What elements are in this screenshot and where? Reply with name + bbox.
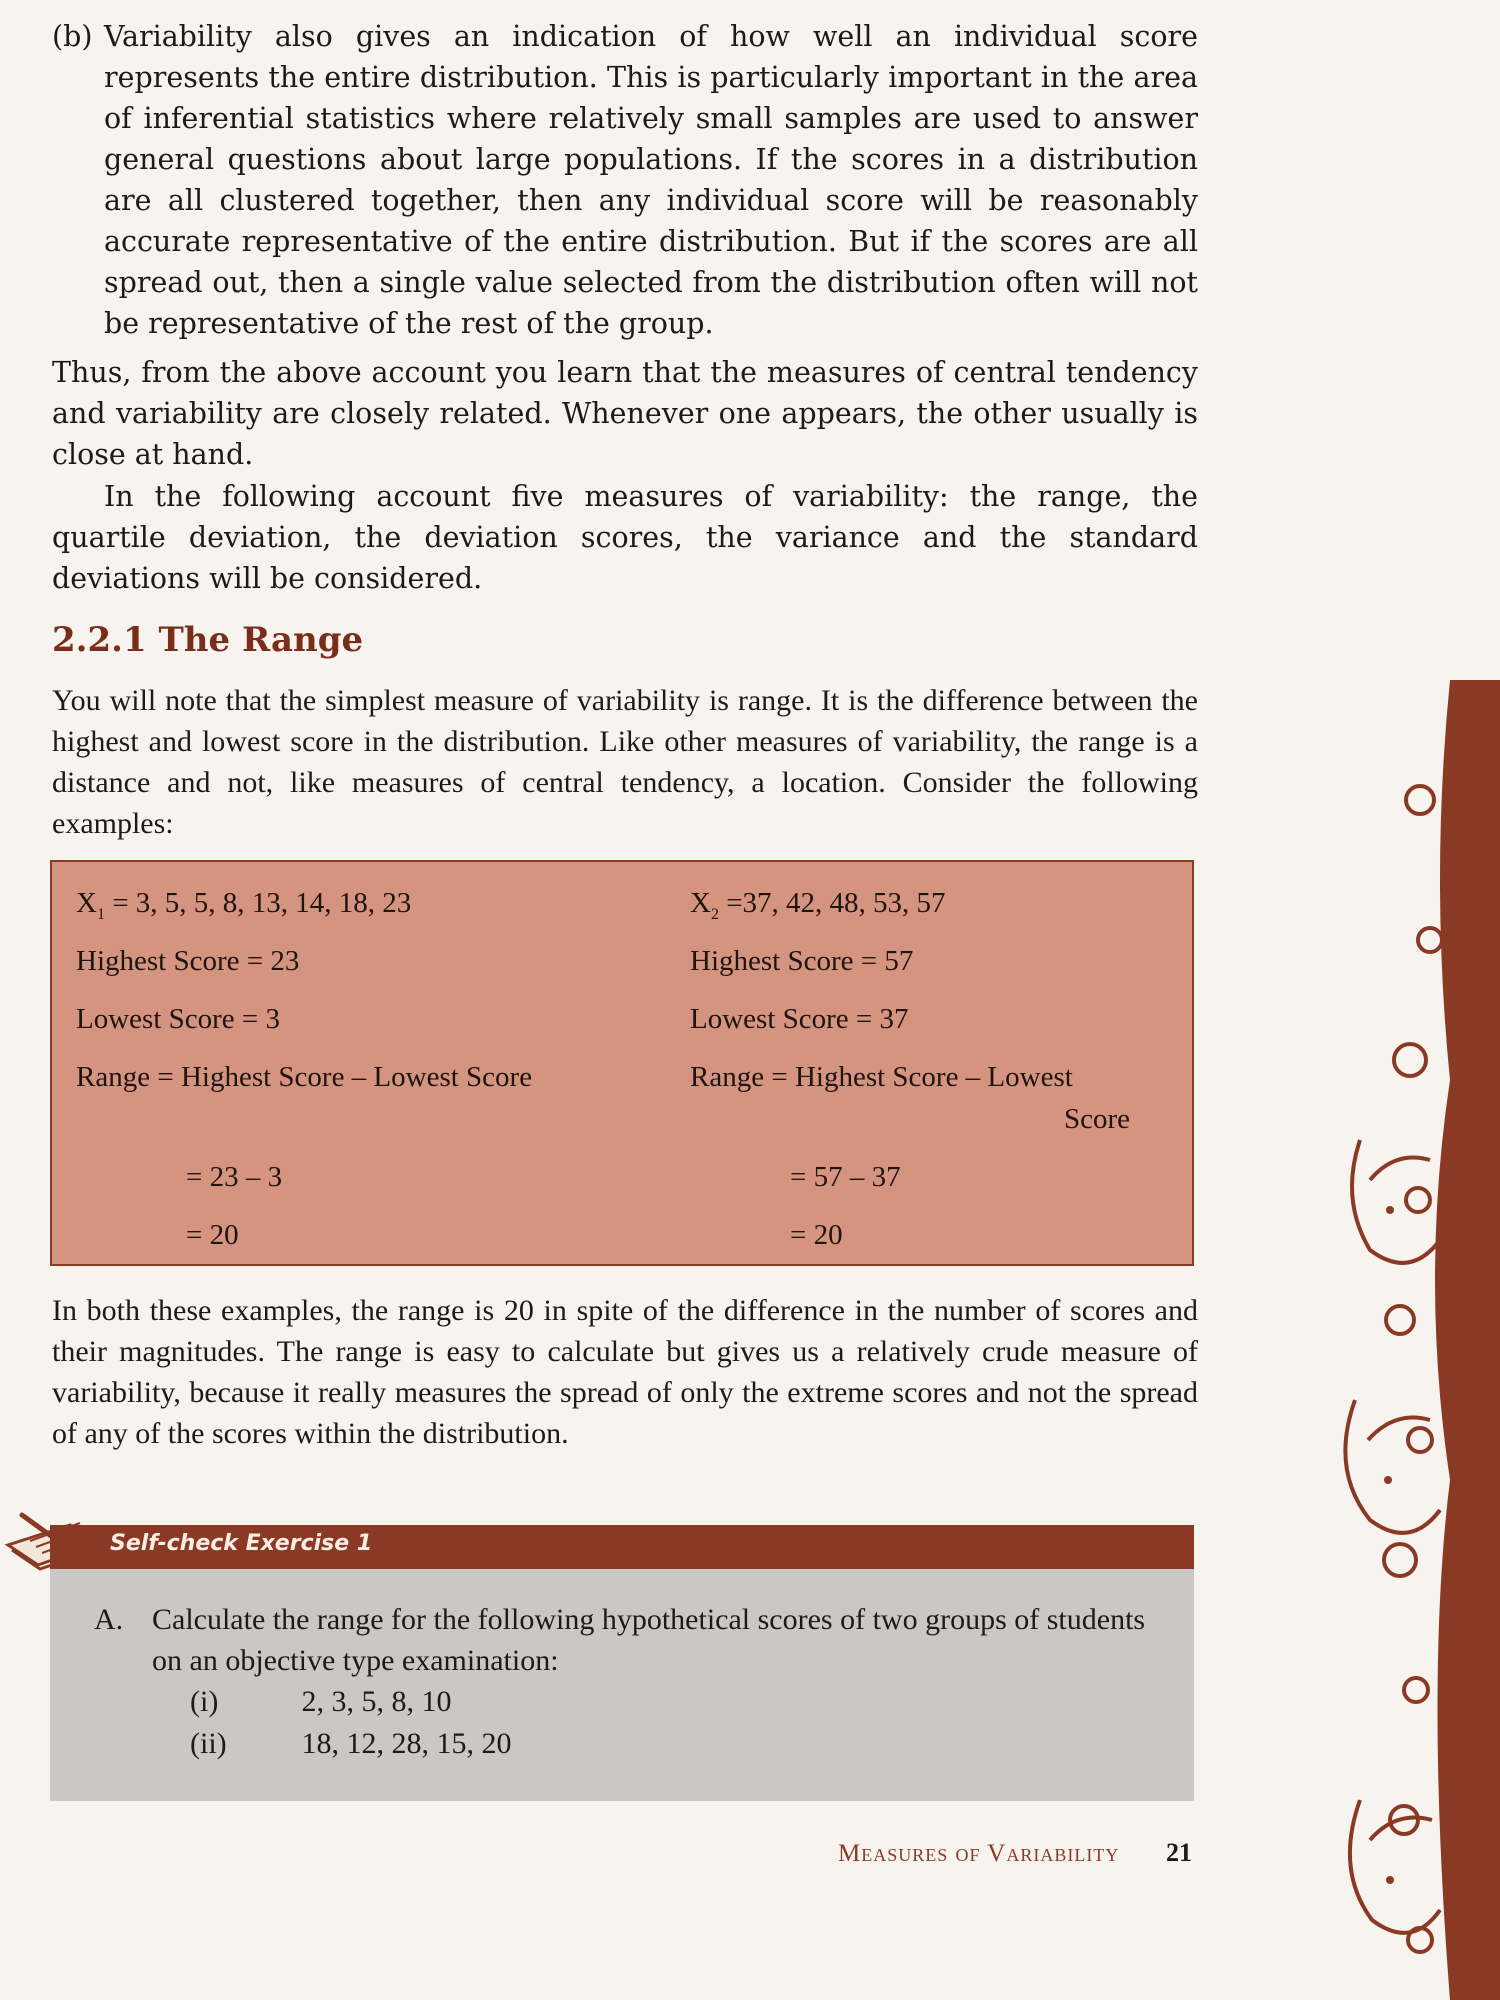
- exercise-header: [50, 1525, 1194, 1569]
- example-right-range: Range = Highest Score – Lowest: [690, 1061, 1073, 1093]
- point-b: [52, 16, 1198, 344]
- para-both: [52, 1290, 1198, 1454]
- example-right-values: $X_2 =37$, 42, 48, 53, 57: [690, 887, 946, 923]
- exercise-a-label: A.: [94, 1603, 124, 1636]
- example-right-result: = 20: [790, 1219, 843, 1251]
- exercise-body: [50, 1569, 1194, 1801]
- exercise-item-values: 2, 3, 5, 8, 10: [301, 1685, 452, 1718]
- example-right-range-cont: Score: [1063, 1103, 1130, 1135]
- para-range: [52, 680, 1198, 844]
- example-left-result: = 20: [186, 1219, 239, 1251]
- footer-title: Measures of Variability: [838, 1840, 1120, 1867]
- exercise-item: [190, 1723, 512, 1764]
- exercise-item-values: 18, 12, 28, 15, 20: [301, 1727, 512, 1760]
- exercise-item-roman: (ii): [190, 1727, 227, 1760]
- exercise-title: Self-check Exercise 1: [110, 1531, 373, 1556]
- page-number: 21: [1166, 1838, 1192, 1867]
- example-right-lowest: Lowest Score = 37: [690, 1003, 909, 1035]
- exercise-item: [190, 1681, 452, 1722]
- example-left-highest: Highest Score = 23: [76, 945, 300, 977]
- para-following-text: In the following account five measures of variability: the range, the quartile deviation, the deviation scores, the variance and the standard deviations will be considered.: [52, 480, 1198, 595]
- example-left-values: $X_1 = 3$, 5, 5, 8, 13, 14, 18, 23: [76, 887, 412, 923]
- decorative-children-border-art: [1300, 680, 1500, 2000]
- example-left-calc: = 23 – 3: [186, 1161, 283, 1193]
- example-left: [76, 882, 666, 1272]
- example-left-lowest: Lowest Score = 3: [76, 1003, 281, 1035]
- example-box: [50, 860, 1194, 1266]
- para-thus-text: Thus, from the above account you learn that the measures of central tendency and variability are closely related. Whenever one appears, the other usually is close at hand.: [52, 356, 1198, 471]
- example-right: [690, 882, 1190, 1272]
- para-both-text: In both these examples, the range is 20 in spite of the difference in the number of scores and their magnitudes. The range is easy to calculate but gives us a relatively crude measure of variability, because it really measures the spread of only the extreme scores and not the spread of any of the scores within the distribution.: [52, 1294, 1198, 1450]
- section-heading: 2.2.1 The Range: [52, 620, 364, 660]
- example-right-calc: = 57 – 37: [790, 1161, 901, 1193]
- exercise-a-text: Calculate the range for the following hypothetical scores of two groups of students on an objective type examination:: [152, 1603, 1146, 1677]
- para-range-text: You will note that the simplest measure of variability is range. It is the difference between the highest and lowest score in the distribution. Like other measures of variability, the range is a distance and not, like measures of central tendency, a location. Consider the following examples:: [52, 684, 1198, 840]
- para-thus: [52, 352, 1198, 475]
- exercise-item-roman: (i): [190, 1685, 219, 1718]
- example-left-range: Range = Highest Score – Lowest Score: [76, 1061, 533, 1093]
- point-b-text: Variability also gives an indication of how well an individual score represents the entire distribution. This is particularly important in the area of inferential statistics where relatively small samples are used to answer general questions about large populations. If the scores in a distribution are all clustered together, then any individual score will be reasonably accurate representative of the entire distribution. But if the scores are all spread out, then a single value selected from the distribution often will not be representative of the rest of the group.: [104, 20, 1198, 340]
- point-b-label: (b): [52, 20, 93, 53]
- para-following: [52, 476, 1198, 599]
- example-right-highest: Highest Score = 57: [690, 945, 914, 977]
